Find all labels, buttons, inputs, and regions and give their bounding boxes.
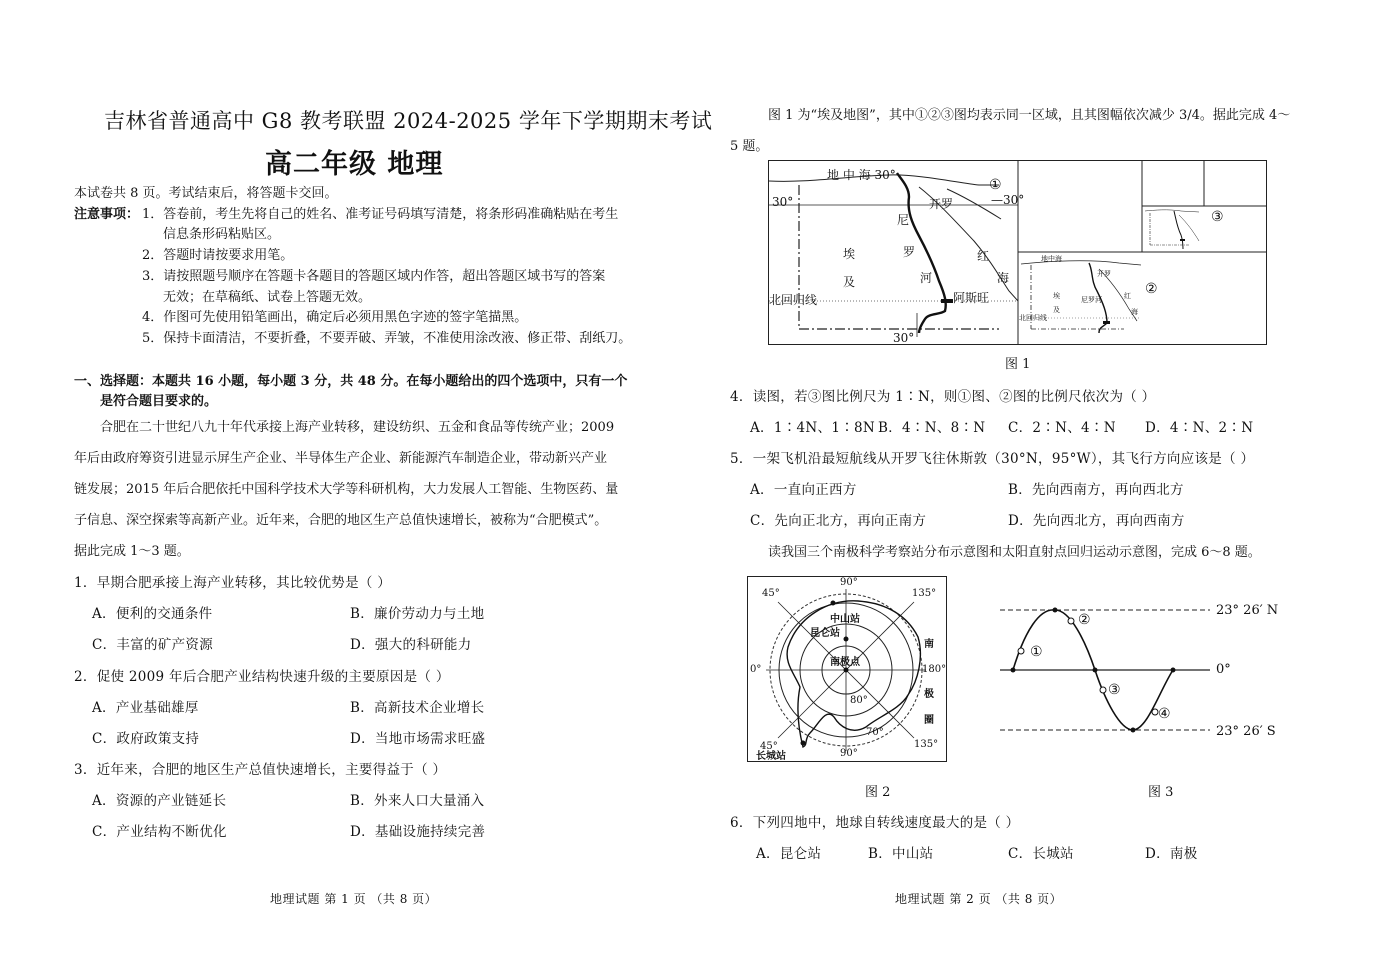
tropic-s-label: 23° 26′ S (1216, 724, 1276, 739)
question-5-stem: 5．一架飞机沿最短航线从开罗飞往休斯敦（30°N，95°W），其飞行方向应该是（ ） (730, 451, 1255, 467)
question-1-option-a[interactable]: A．便利的交通条件 (92, 606, 213, 622)
question-2-option-d[interactable]: D．当地市场需求旺盛 (350, 731, 486, 747)
deg-90-top: 90° (840, 577, 858, 588)
question-3-option-a[interactable]: A．资源的产业链延长 (92, 793, 227, 809)
note-line: 无效；在草稿纸、试卷上答题无效。 (163, 290, 372, 305)
question-4-stem: 4．读图，若③图比例尺为 1∶N，则①图、②图的比例尺依次为（ ） (730, 389, 1156, 405)
question-1-option-d[interactable]: D．强大的科研能力 (350, 637, 472, 653)
small-nile-label: 尼罗河 (1081, 296, 1102, 304)
passage-line: 合肥在二十世纪八九十年代承接上海产业转移，建设纺织、五金和食品等传统产业；2009 (100, 420, 615, 435)
question-3-option-b[interactable]: B．外来人口大量涌入 (350, 793, 485, 809)
exam-title: 吉林省普通高中 G8 教考联盟 2024-2025 学年下学期期末考试 (104, 109, 713, 133)
antarctic-circle-label: 圈 (924, 715, 934, 726)
question-4-option-b[interactable]: B．4∶N、8∶N (878, 420, 986, 436)
exam-intro: 本试卷共 8 页。考试结束后，将答题卡交回。 (74, 186, 338, 201)
question-6-option-b[interactable]: B．中山站 (868, 846, 934, 862)
changcheng-label: 长城站 (756, 751, 786, 762)
question-2-stem: 2．促使 2009 年后合肥产业结构快速升级的主要原因是（ ） (74, 669, 450, 685)
question-5-option-a[interactable]: A．一直向正西方 (750, 482, 857, 498)
antarctic-circle-label: 极 (924, 689, 934, 700)
antarctica-map-figure (747, 576, 947, 762)
note-line: 4．作图可先使用铅笔画出，确定后必须用黑色字迹的签字笔描黑。 (142, 310, 528, 325)
passage-line: 链发展；2015 年后合肥依托中国科学技术大学等科研机构，大力发展人工智能、生物医药、量 (74, 482, 619, 497)
question-6-option-d[interactable]: D．南极 (1145, 846, 1198, 862)
deg-80: 80° (850, 695, 868, 706)
tropic-n-label: 23° 26′ N (1216, 603, 1279, 618)
question-5-option-b[interactable]: B．先向西南方，再向西北方 (1008, 482, 1184, 498)
notes-label: 注意事项： (74, 207, 140, 222)
question-4-option-d[interactable]: D．4∶N、2∶N (1145, 420, 1254, 436)
question-6-stem: 6．下列四地中，地球自转线速度最大的是（ ） (730, 815, 1020, 831)
question-4-option-a[interactable]: A．1∶4N、1∶8N (750, 420, 876, 436)
deg-90-bottom: 90° (840, 748, 858, 759)
tropic-label: 北回归线 (769, 293, 818, 307)
note-line: 1．答卷前，考生先将自己的姓名、准考证号码填写清楚，将条形码准确粘贴在考生 (142, 207, 619, 222)
figure-1-caption: 图 1 (1005, 357, 1031, 372)
point-1-label: ① (1030, 644, 1043, 660)
deg-45-bottom: 45° (760, 741, 778, 752)
lon30-label: 30° (893, 331, 915, 345)
small-red-label: 红 (1124, 292, 1131, 300)
question-2-option-c[interactable]: C．政府政策支持 (92, 731, 200, 747)
nile-label: 尼 (897, 213, 910, 227)
kunlun-label: 昆仑站 (810, 628, 840, 639)
question-1-option-c[interactable]: C．丰富的矿产资源 (92, 637, 214, 653)
page-footer-right: 地理试题 第 2 页 （共 8 页） (895, 892, 1063, 906)
question-5-option-d[interactable]: D．先向西北方，再向西南方 (1008, 513, 1185, 529)
passage-line: 据此完成 1～3 题。 (74, 544, 190, 559)
mediterranean-label: 地 中 海 30° (827, 168, 896, 182)
nile-label: 罗 (903, 245, 916, 259)
redsea-label: 海 (997, 271, 1010, 285)
section-heading-cont: 是符合题目要求的。 (100, 394, 218, 409)
figure-2-caption: 图 2 (865, 785, 891, 800)
south-pole-label: 南极点 (830, 657, 860, 668)
question-1-option-b[interactable]: B．廉价劳动力与土地 (350, 606, 485, 622)
exam-subtitle: 高二年级 地理 (265, 149, 444, 180)
section-heading: 一、选择题：本题共 16 小题，每小题 3 分，共 48 分。在每小题给出的四个选项中，只有一个 (74, 374, 628, 389)
passage-line: 子信息、深空探索等高新产业。近年来，合肥的地区生产总值快速增长，被称为“合肥模式”。 (74, 513, 608, 528)
map-intro-cont: 5 题。 (730, 139, 769, 154)
question-3-option-d[interactable]: D．基础设施持续完善 (350, 824, 486, 840)
note-line: 信息条形码粘贴区。 (163, 227, 281, 242)
antarctica-map-lines (748, 577, 946, 761)
note-line: 5．保持卡面清洁，不要折叠，不要弄破、弄皱，不准使用涂改液、修正带、刮纸刀。 (142, 331, 632, 346)
deg-0: 0° (750, 664, 762, 675)
redsea-label: 红 (977, 249, 990, 263)
deg-135-bottom: 135° (914, 739, 939, 750)
question-5-option-c[interactable]: C．先向正北方，再向正南方 (750, 513, 927, 529)
small-med-label: 地中海 (1041, 255, 1062, 263)
question-4-option-c[interactable]: C．2∶N、4∶N (1008, 420, 1116, 436)
egypt-label: 及 (843, 275, 856, 289)
figure-3-caption: 图 3 (1148, 785, 1174, 800)
small-egypt-label: 及 (1053, 306, 1060, 314)
map-intro: 图 1 为“埃及地图”，其中①②③图均表示同一区域，且其图幅依次减少 3/4。据此完成 4～ (768, 108, 1291, 123)
passage-line: 年后由政府筹资引进显示屏生产企业、半导体生产企业、新能源汽车制造企业，带动新兴产业 (74, 451, 608, 466)
question-1-stem: 1．早期合肥承接上海产业转移，其比较优势是（ ） (74, 575, 392, 591)
map-2-label: ② (1145, 281, 1158, 297)
egypt-map-figure (768, 160, 1267, 345)
deg-180: 180° (922, 664, 947, 675)
equator-label: 0° (1216, 662, 1231, 677)
aswan-label: 阿斯旺 (953, 291, 990, 305)
deg-45-top: 45° (762, 588, 780, 599)
antarctic-intro: 读我国三个南极科学考察站分布示意图和太阳直射点回归运动示意图，完成 6～8 题。 (768, 545, 1261, 560)
small-cairo-label: 开罗 (1097, 270, 1111, 278)
map-3-label: ③ (1211, 209, 1224, 225)
deg-135-top: 135° (912, 588, 937, 599)
small-tropic-label: 北回归线 (1019, 314, 1047, 322)
question-2-option-a[interactable]: A．产业基础雄厚 (92, 700, 199, 716)
egypt-label: 埃 (843, 247, 856, 261)
small-egypt-label: 埃 (1053, 292, 1060, 300)
question-3-option-c[interactable]: C．产业结构不断优化 (92, 824, 227, 840)
small-sea-label: 海 (1131, 308, 1138, 316)
deg-70: 70° (866, 727, 884, 738)
question-6-option-a[interactable]: A．昆仑站 (756, 846, 822, 862)
nile-label: 河 (920, 271, 933, 285)
point-4-label: ④ (1158, 706, 1171, 722)
lat30-left-label: 30° (772, 195, 794, 209)
zhongshan-label: 中山站 (830, 614, 860, 625)
question-3-stem: 3．近年来，合肥的地区生产总值快速增长，主要得益于（ ） (74, 762, 447, 778)
antarctic-circle-label: 南 (924, 639, 934, 650)
note-line: 3．请按照题号顺序在答题卡各题目的答题区域内作答，超出答题区域书写的答案 (142, 269, 606, 284)
note-line: 2．答题时请按要求用笔。 (142, 248, 294, 263)
point-2-label: ② (1078, 612, 1091, 628)
cairo-label: 开罗 (929, 197, 954, 211)
point-3-label: ③ (1108, 682, 1121, 698)
page-footer-left: 地理试题 第 1 页 （共 8 页） (270, 892, 438, 906)
question-6-option-c[interactable]: C．长城站 (1008, 846, 1074, 862)
question-2-option-b[interactable]: B．高新技术企业增长 (350, 700, 485, 716)
lat30-right-label: —30° (991, 193, 1025, 207)
map-1-label: ① (989, 177, 1002, 193)
